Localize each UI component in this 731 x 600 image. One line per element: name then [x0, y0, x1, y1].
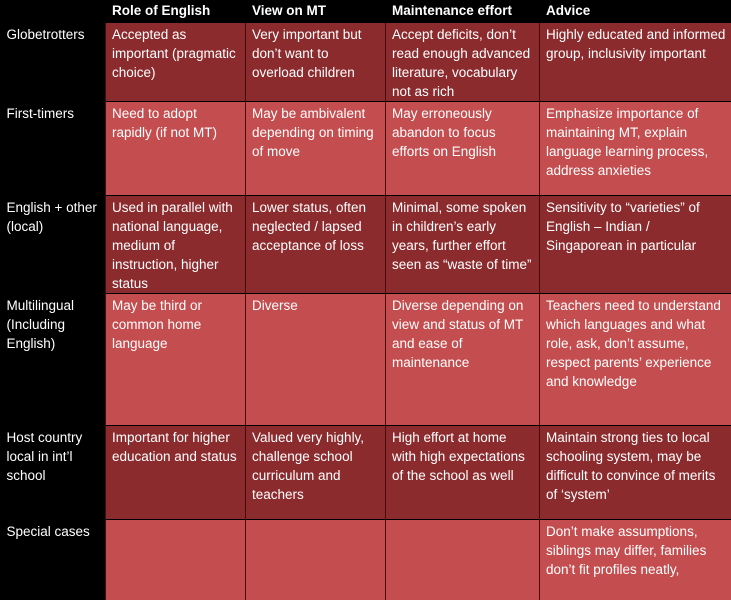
- header-view-on-mt: View on MT: [246, 0, 386, 23]
- row-label: First-timers: [1, 102, 106, 196]
- table-cell: Teachers need to understand which languages and what role, ask, don’t assume, respect parents’ experience and knowledge: [540, 294, 731, 426]
- table-cell: May be ambivalent depending on timing of move: [246, 102, 386, 196]
- table-cell: Highly educated and informed group, inclusivity important: [540, 23, 731, 102]
- table-cell: Minimal, some spoken in children’s early years, further effort seen as “waste of time”: [386, 196, 540, 294]
- table-cell: Lower status, often neglected / lapsed acceptance of loss: [246, 196, 386, 294]
- table-cell: Very important but don’t want to overload children: [246, 23, 386, 102]
- table-cell: [246, 520, 386, 600]
- table-row: [1, 196, 731, 294]
- header-corner: [1, 0, 106, 23]
- table-cell: Sensitivity to “varieties” of English – Indian / Singaporean in particular: [540, 196, 731, 294]
- table-row: [1, 294, 731, 426]
- table-row: [1, 520, 731, 600]
- table-cell: Need to adopt rapidly (if not MT): [106, 102, 246, 196]
- row-label: Special cases: [1, 520, 106, 600]
- header-row: [1, 0, 731, 23]
- table-cell: May be third or common home language: [106, 294, 246, 426]
- table-cell: Diverse depending on view and status of MT and ease of maintenance: [386, 294, 540, 426]
- table-row: [1, 102, 731, 196]
- table-cell: Used in parallel with national language, medium of instruction, higher status: [106, 196, 246, 294]
- table-row: [1, 426, 731, 520]
- row-label: Host country local in int’l school: [1, 426, 106, 520]
- table-cell: [386, 520, 540, 600]
- header-role-of-english: Role of English: [106, 0, 246, 23]
- table-cell: Accept deficits, don’t read enough advanced literature, vocabulary not as rich: [386, 23, 540, 102]
- table-row: [1, 23, 731, 102]
- table-cell: Emphasize importance of maintaining MT, explain language learning process, address anxieties: [540, 102, 731, 196]
- table-cell: High effort at home with high expectations of the school as well: [386, 426, 540, 520]
- table-cell: May erroneously abandon to focus efforts on English: [386, 102, 540, 196]
- table-cell: Maintain strong ties to local schooling system, may be difficult to convince of merits of ‘system’: [540, 426, 731, 520]
- row-label: English + other (local): [1, 196, 106, 294]
- table-cell: Important for higher education and status: [106, 426, 246, 520]
- table-cell: Don’t make assumptions, siblings may differ, families don’t fit profiles neatly,: [540, 520, 731, 600]
- header-maintenance-effort: Maintenance effort: [386, 0, 540, 23]
- table-cell: [106, 520, 246, 600]
- table-cell: Valued very highly, challenge school curriculum and teachers: [246, 426, 386, 520]
- row-label: Globetrotters: [1, 23, 106, 102]
- table-cell: Diverse: [246, 294, 386, 426]
- table-cell: Accepted as important (pragmatic choice): [106, 23, 246, 102]
- header-advice: Advice: [540, 0, 731, 23]
- row-label: Multilingual (Including English): [1, 294, 106, 426]
